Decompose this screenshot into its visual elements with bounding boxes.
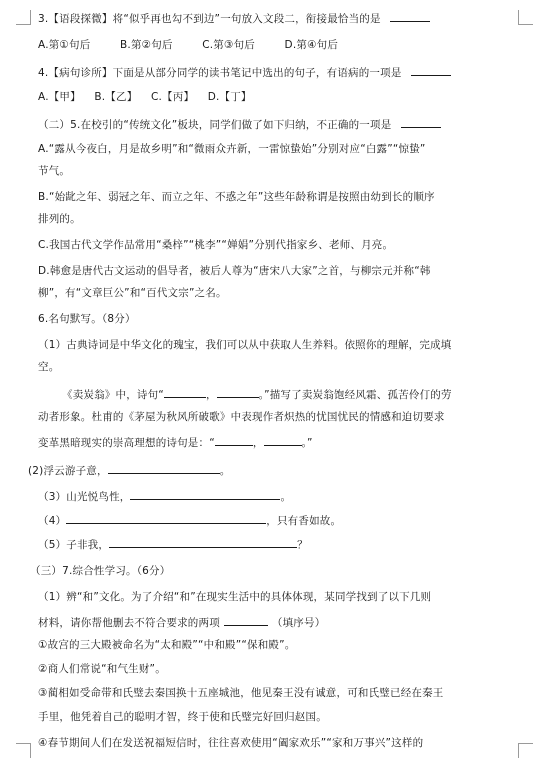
material-3-line-2: 手里，他凭着自己的聪明才智，终于使和氏璧完好回归赵国。: [38, 711, 327, 723]
answer-blank[interactable]: [401, 116, 441, 128]
q6-part1-line-1: （1）古典诗词是中华文化的瑰宝，我们可以从中获取人生养料。依照你的理解，完成填: [38, 339, 452, 351]
material-3-line-1: ③蔺相如受命带和氏璧去秦国换十五座城池，他见秦王没有诚意，可和氏璧已经在秦王: [38, 687, 444, 699]
fill-blank[interactable]: [215, 434, 253, 446]
q7-part1-line-2: 材料，请你帮他删去不符合要求的两项 （填序号）: [38, 614, 325, 630]
option-b-line-2: 排列的。: [38, 213, 81, 225]
q7-part1-line-1: （1）辨“和”文化。为了介绍“和”在现实生活中的具体体现，某同学找到了以下几则: [38, 591, 432, 603]
q6-part3: （3）山光悦鸟性， 。: [38, 488, 291, 504]
question-7: （三）7.综合性学习。（6分）: [30, 565, 171, 577]
material-1: ①故宫的三大殿被命名为“太和殿”“中和殿”“保和殿”。: [38, 639, 296, 651]
fill-blank[interactable]: [130, 488, 280, 500]
q6-part2: (2)浮云游子意， 。: [28, 462, 230, 478]
option-b[interactable]: B.【乙】: [94, 91, 138, 103]
fill-blank[interactable]: [164, 386, 206, 398]
option-a-line-2: 节气。: [38, 165, 71, 177]
question-3: 3.【语段探微】将“似乎再也勾不到边”一句放入文段二，衔接最恰当的是: [38, 10, 430, 26]
question-3-options: [38, 38, 364, 52]
option-d-line-1: D.韩愈是唐代古文运动的倡导者，被后人尊为“唐宋八大家”之首，与柳宗元并称“韩: [38, 265, 431, 277]
q6-part1-line-2: 空。: [38, 361, 60, 373]
q6-part1-line-3: 《卖炭翁》中，诗句“ ， 。”描写了卖炭翁饱经风霜、孤苦伶仃的劳: [62, 386, 452, 402]
q6-part5: （5）子非我， ？: [38, 536, 308, 552]
q6-part1-line-5: 变革黑暗现实的崇高理想的诗句是：“ ， 。”: [38, 434, 313, 450]
question-4-options: [38, 90, 278, 104]
question-4: 4.【病句诊所】下面是从部分同学的读书笔记中选出的句子，有语病的一项是: [38, 64, 451, 80]
fill-blank[interactable]: [217, 386, 259, 398]
answer-blank[interactable]: [411, 64, 451, 76]
fill-blank[interactable]: [109, 536, 297, 548]
option-b[interactable]: B.第②句后: [120, 39, 173, 51]
question-6: 6.名句默写。（8分）: [38, 313, 136, 325]
q6-part4: （4） ，只有香如故。: [38, 512, 341, 528]
fill-blank[interactable]: [224, 614, 268, 626]
material-2: ②商人们常说“和气生财”。: [38, 663, 166, 675]
option-a[interactable]: A.【甲】: [38, 91, 81, 103]
material-4-line-1: ④春节期间人们在发送祝福短信时，往往喜欢使用“阖家欢乐”“家和万事兴”这样的: [38, 737, 424, 749]
option-d-line-2: 柳”，有“文章巨公”和“百代文宗”之名。: [38, 287, 227, 299]
fill-blank[interactable]: [66, 512, 266, 524]
option-d[interactable]: D.【丁】: [207, 91, 252, 103]
crop-mark-top-right: [518, 10, 533, 25]
option-a-line-1: A.“露从今夜白，月是故乡明”和“微雨众卉新，一雷惊蛰始”分别对应“白露”“惊蛰”: [38, 143, 426, 155]
option-a[interactable]: A.第①句后: [38, 39, 91, 51]
question-5: （二）5.在校引的“传统文化”板块，同学们做了如下归纳，不正确的一项是: [38, 116, 441, 132]
option-c-line: C.我国古代文学作品常用“桑梓”“桃李”“婵娟”分别代指家乡、老师、月亮。: [38, 239, 394, 251]
fill-blank[interactable]: [264, 434, 302, 446]
option-d[interactable]: D.第④句后: [284, 39, 339, 51]
crop-mark-bottom-left: [16, 743, 31, 758]
option-c[interactable]: C.第③句后: [202, 39, 255, 51]
q6-part1-line-4: 动者形象。杜甫的《茅屋为秋风所破歌》中表现作者炽热的忧国忧民的情感和迫切要求: [38, 411, 445, 423]
fill-blank[interactable]: [108, 462, 220, 474]
answer-blank[interactable]: [390, 10, 430, 22]
option-b-line-1: B.“始龀之年、弱冠之年、而立之年、不惑之年”这些年龄称谓是按照由幼到长的顺序: [38, 191, 435, 203]
crop-mark-top-left: [16, 10, 31, 25]
crop-mark-bottom-right: [518, 743, 533, 758]
option-c[interactable]: C.【丙】: [150, 91, 195, 103]
